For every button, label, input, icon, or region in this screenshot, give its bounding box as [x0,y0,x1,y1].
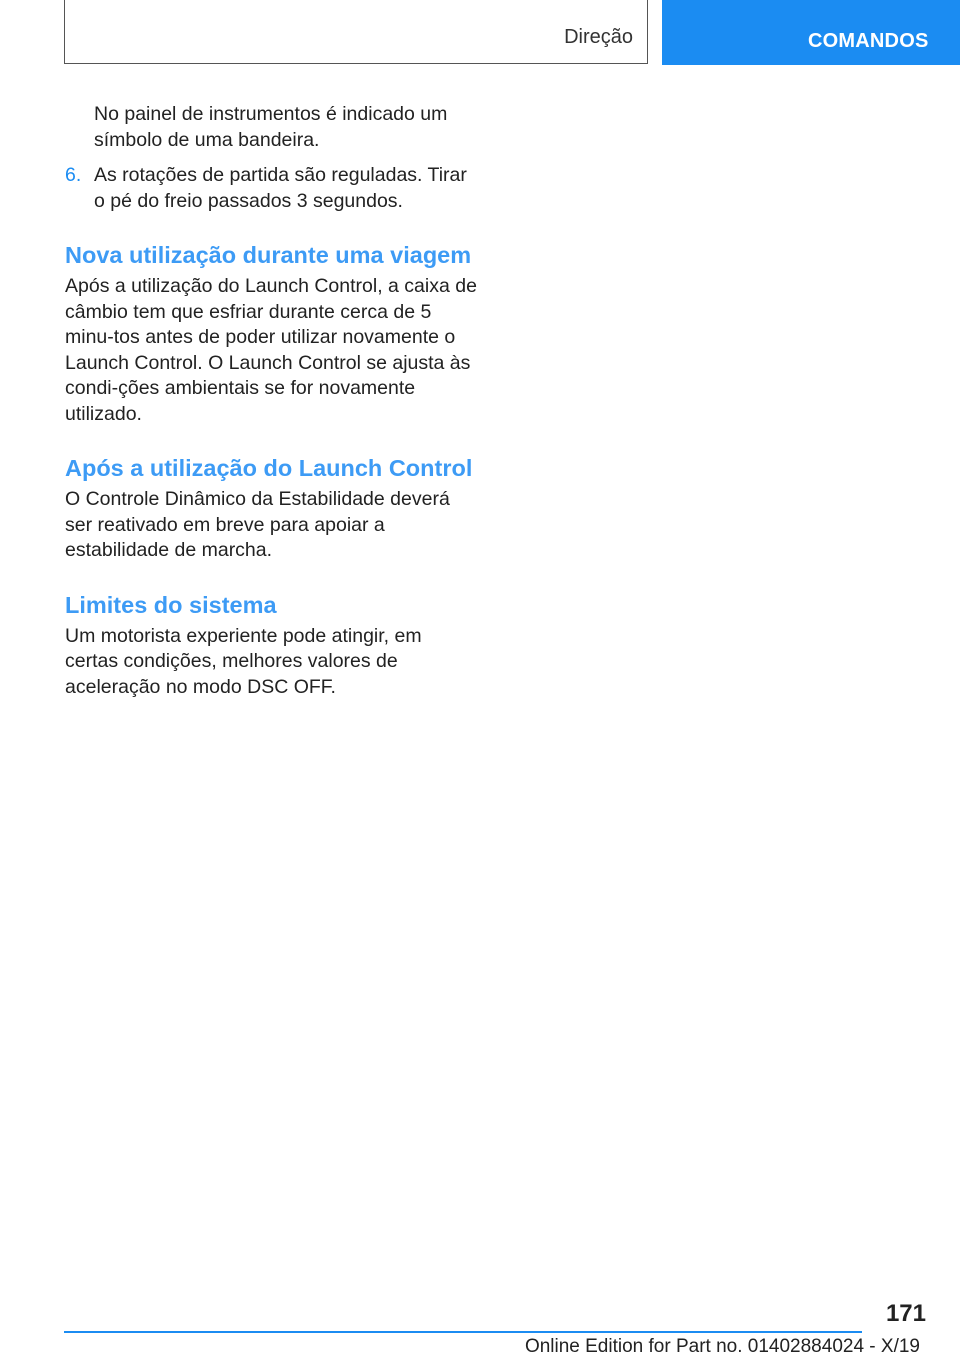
chapter-tab-label: COMANDOS [808,30,929,52]
page-content [65,102,477,700]
step-item [65,163,477,214]
step-number: 6. [65,164,82,186]
step-text: As rotações de partida são reguladas. Tirar o pé do freio passados 3 segundos. [94,164,467,212]
section-heading-reuse: Nova utilização durante uma viagem [65,242,472,268]
header-section-title: Direção [564,26,633,48]
section-heading-system-limits: Limites do sistema [65,591,277,618]
page-number: 171 [885,1300,926,1327]
section-heading-after-use: Após a utilização do Launch Control [65,455,473,481]
header-frame [64,0,648,64]
chapter-tab [662,0,960,65]
section-text-reuse: Após a utilização do Launch Control, a caixa de câmbio tem que esfriar durante cerca de 5 minu-tos antes de poder utilizar novamente o Launch Control. O Launch Control se ajusta às condi-ções ambientais se for novamente utilizado. [65,275,477,425]
footer-divider [64,1331,862,1333]
section-text-after-use: O Controle Dinâmico da Estabilidade deverá ser reativado em breve para apoiar a estabilidade de marcha. [65,488,450,561]
footer-edition-text: Online Edition for Part no. 01402884024 - X/19 [524,1336,920,1357]
intro-paragraph: No painel de instrumentos é indicado um símbolo de uma bandeira. [94,103,448,151]
section-text-system-limits: Um motorista experiente pode atingir, em certas condições, melhores valores de aceleração no modo DSC OFF. [65,624,422,698]
